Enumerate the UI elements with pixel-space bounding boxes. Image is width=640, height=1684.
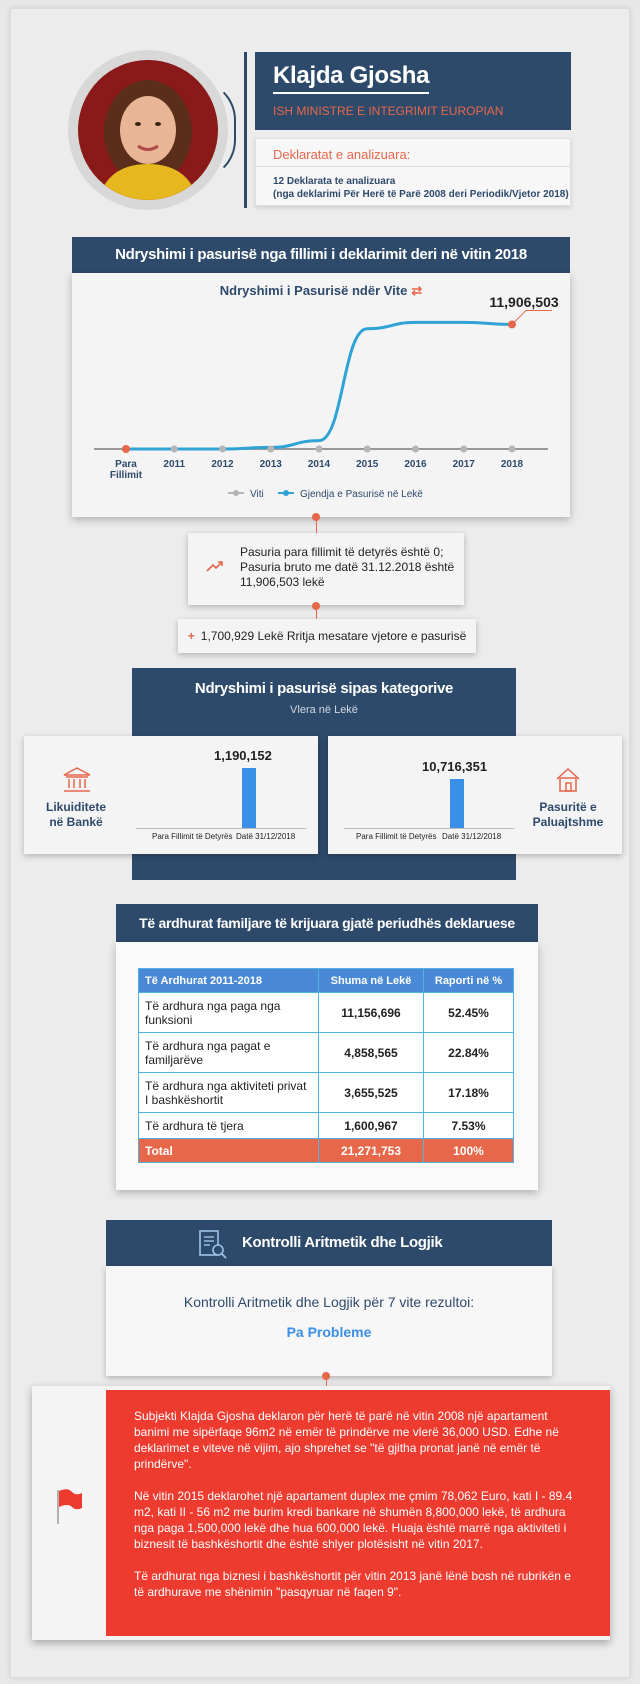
legend-years-marker [233,490,239,496]
year-point [316,446,323,453]
bank-label [38,800,114,830]
series-line-wealth [126,322,512,449]
table-total-row [139,1139,514,1163]
income-source: Të ardhura të tjera [139,1113,319,1139]
control-card [106,1266,552,1376]
header-divider [244,52,247,208]
legend-wealth-marker [283,490,289,496]
total-ratio: 100% [424,1139,514,1163]
end-value-label: 11,906,503 [489,294,559,310]
property-tick-before: Para Fillimit të Detyrës [356,832,437,841]
column-header-amount: Shuma në Lekë [319,969,424,993]
finding-paragraph: Subjekti Klajda Gjosha deklaron për herë të parë në vitin 2008 një apartament banimi me sipërfaqe 96m2 në emër të prindërve me vlerë 36,000 USD. Edhe në deklarimet e viteve në vijim, ajo shprehet se "të gjitha pronat janë në emër të prindërve". [134,1409,559,1471]
document-search-icon [196,1228,228,1265]
income-source: Të ardhura nga pagat e familjarëve [139,1033,319,1073]
year-point [267,446,274,453]
wealth-chart-card [72,273,570,517]
income-source: Të ardhura nga aktiviteti privat I bashkëshortit [139,1073,319,1113]
findings-text [134,1408,584,1616]
bank-bar-2018 [242,768,256,828]
income-ratio: 52.45% [424,993,514,1033]
bank-value-label: 1,190,152 [214,748,272,763]
start-point [122,445,130,453]
finding-paragraph: Në vitin 2015 deklarohet një apartament duplex me çmim 78,062 Euro, kati I - 89.4 m2, kati II - 56 m2 me burim kredi bankare në shumën 8,800,000 lekë, të ardhura nga paga 1,500,000 lekë dhe hua 600,000 lekë. Huaja është marrë nga aktiviteti i biznesit të bashkëshortit dhe është shlyer plotësisht në vitin 2017. [134,1489,573,1551]
findings-text-box [106,1390,610,1636]
property-bar-2018 [450,779,464,828]
property-axis [344,828,514,829]
connector-line [316,517,317,533]
property-category-card [328,736,622,854]
bank-label-line1: Likuiditete [45,800,106,814]
year-point [412,446,419,453]
property-tick-after: Datë 31/12/2018 [442,832,502,841]
chart-title-text: Ndryshimi i Pasurisë ndër Vite [219,283,408,298]
income-ratio: 22.84% [424,1033,514,1073]
income-amount: 1,600,967 [319,1113,424,1139]
x-tick-label: 2011 [163,459,186,470]
x-tick-label: 2017 [452,459,475,470]
x-tick-label: Para [115,459,137,470]
growth-text: 1,700,929 Lekë Rritja mesatare vjetore e pasurisë [200,629,467,643]
year-point [364,446,371,453]
bank-category-card [24,736,318,854]
column-header-ratio: Raporti në % [424,969,514,993]
total-amount: 21,271,753 [319,1139,424,1163]
declarations-title: Deklaratat e analizuara: [273,147,411,162]
legend-wealth-label: Gjendja e Pasurisë në Lekë [300,489,423,500]
year-point [460,446,467,453]
income-source: Të ardhura nga paga nga funksioni [139,993,319,1033]
income-card [116,942,538,1190]
table-row [139,1073,514,1113]
control-text: Kontrolli Aritmetik dhe Logjik për 7 vite rezultoi: [183,1294,475,1310]
declarations-range: (nga deklarimi Për Herë të Parë 2008 deri Periodik/Vjetor 2018) [273,189,569,200]
income-title: Të ardhurat familjare të krijuara gjatë periudhës deklaruese [116,904,538,942]
year-point [171,446,178,453]
total-label: Total [139,1139,319,1163]
income-ratio: 7.53% [424,1113,514,1139]
year-point [219,446,226,453]
refresh-icon: ⇄ [411,283,423,298]
categories-title: Ndryshimi i pasurisë sipas kategorive [194,680,454,697]
wealth-info-text: Pasuria para fillimit të detyrës është 0; Pasuria bruto me datë 31.12.2018 është 11,906,503 lekë [240,545,455,589]
control-header [106,1220,552,1266]
connector-line [316,606,317,619]
wealth-info-box [188,533,464,605]
trend-up-icon [206,559,224,575]
bank-tick-after: Datë 31/12/2018 [236,832,296,841]
table-row [139,1113,514,1139]
bank-label-line2: në Bankë [49,815,103,829]
person-name: Klajda Gjosha [273,62,429,94]
x-tick-label: 2014 [307,459,331,470]
year-point [509,446,516,453]
property-label [528,800,608,830]
x-tick-label: 2018 [500,459,524,470]
bank-tick-before: Para Fillimit të Detyrës [152,832,233,841]
finding-paragraph: Të ardhurat nga biznesi i bashkëshortit për vitin 2013 janë lënë bosh në rubrikën e të ardhurave me shënimin "pasqyruar në faqen 9". [134,1569,571,1599]
control-title: Kontrolli Aritmetik dhe Logjik [242,1234,443,1251]
person-role: ISH MINISTRE E INTEGRIMIT EUROPIAN [273,104,504,118]
table-header-row [139,969,514,993]
control-result: Pa Probleme [286,1324,372,1340]
house-icon [554,766,582,799]
x-tick-label: Fillimit [109,470,143,481]
divider [256,166,572,167]
table-row [139,993,514,1033]
column-header-source: Të Ardhurat 2011-2018 [139,969,319,993]
plus-icon: + [187,629,195,643]
wealth-change-title: Ndryshimi i pasurisë nga fillimi i deklarimit deri në vitin 2018 [72,237,570,273]
income-amount: 4,858,565 [319,1033,424,1073]
income-table [138,968,514,1163]
wealth-line-chart [72,273,570,517]
name-panel [255,52,571,130]
income-amount: 3,655,525 [319,1073,424,1113]
table-row [139,1033,514,1073]
property-value-label: 10,716,351 [422,759,488,774]
declarations-count: 12 Deklarata te analizuara [273,176,396,187]
x-tick-label: 2013 [259,459,282,470]
annotation-leader [512,310,552,324]
bank-icon [62,766,92,799]
property-label-line1: Pasuritë e [539,800,597,814]
property-label-line2: Paluajtshme [532,815,604,829]
income-amount: 11,156,696 [319,993,424,1033]
x-tick-label: 2016 [404,459,427,470]
categories-subtitle: Vlera në Lekë [290,704,358,716]
income-ratio: 17.18% [424,1073,514,1113]
legend-years-label: Viti [250,489,264,500]
growth-box [178,619,476,653]
x-tick-label: 2012 [211,459,234,470]
x-tick-label: 2015 [356,459,379,470]
declarations-panel [255,138,571,206]
bank-axis [136,828,306,829]
flag-icon [54,1486,84,1531]
